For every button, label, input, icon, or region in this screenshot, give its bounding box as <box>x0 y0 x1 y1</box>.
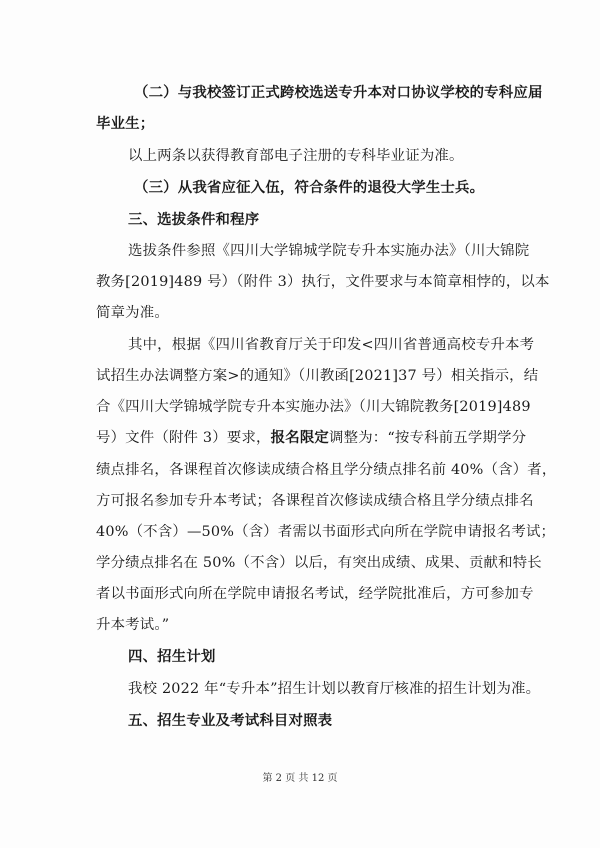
section-two-line-1: （二）与我校签订正式跨校选送专升本对口协议学校的专科应届 <box>134 84 543 101</box>
paragraph-line: 者以书面形式向所在学院申请报名考试，经学院批准后，方可参加专 <box>96 586 534 602</box>
paragraph-line: 方可报名参加专升本考试；各课程首次修读成绩合格且学分绩点排名 <box>96 493 534 509</box>
text-segment: 调整为：“按专科前五学期学分 <box>329 430 527 446</box>
heading-selection-conditions: 三、选拔条件和程序 <box>128 211 260 228</box>
paragraph-line: 其中，根据《四川省教育厅关于印发<四川省普通高校专升本考 <box>128 337 535 353</box>
paragraph-line: 学分绩点排名在 50%（不含）以后，有突出成绩、成果、贡献和特长 <box>96 555 542 571</box>
paragraph-line: 试招生办法调整方案>的通知》（川教函[2021]37 号）相关指示，结 <box>96 368 539 384</box>
enrollment-plan-text: 我校 2022 年“专升本”招生计划以教育厅核准的招生计划为准。 <box>128 681 541 697</box>
paragraph-line: 合《四川大学锦城学院专升本实施办法》（川大锦院教务[2019]489 <box>96 399 531 415</box>
paragraph-line: 教务[2019]489 号）（附件 3）执行，文件要求与本简章相悖的，以本 <box>96 274 550 290</box>
paragraph-line-mixed <box>96 428 526 448</box>
bold-phrase: 报名限定 <box>270 429 330 446</box>
paragraph-line: 升本考试。” <box>96 617 170 633</box>
paragraph-line: 绩点排名，各课程首次修读成绩合格且学分绩点排名前 40%（含）者， <box>96 462 557 478</box>
page-number-footer: 第 2 页 共 12 页 <box>262 773 338 784</box>
diploma-note: 以上两条以获得教育部电子注册的专科毕业证为准。 <box>128 148 464 164</box>
section-two-line-2: 毕业生； <box>96 115 155 132</box>
heading-majors-table: 五、招生专业及考试科目对照表 <box>128 712 333 729</box>
heading-enrollment-plan: 四、招生计划 <box>128 648 216 665</box>
paragraph-line: 选拔条件参照《四川大学锦城学院专升本实施办法》（川大锦院 <box>128 243 530 259</box>
text-segment: 号）文件（附件 3）要求， <box>96 430 271 446</box>
section-three-item: （三）从我省应征入伍，符合条件的退役大学生士兵。 <box>134 179 485 196</box>
paragraph-line: 简章为准。 <box>96 305 169 321</box>
paragraph-line: 40%（不含）—50%（含）者需以书面形式向所在学院申请报名考试； <box>96 524 556 540</box>
